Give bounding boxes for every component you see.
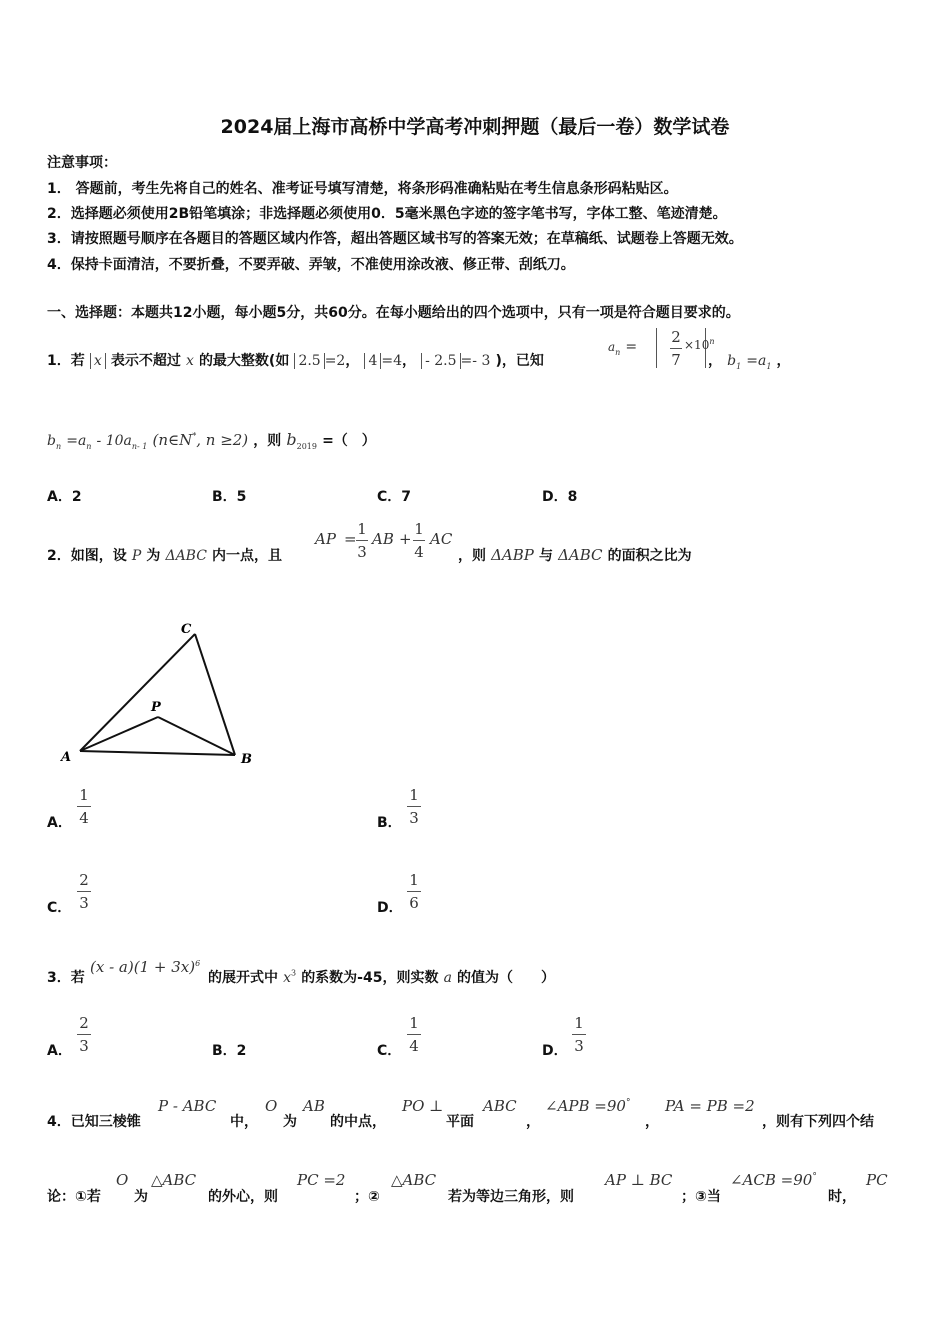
q3-option-c[interactable]: C． — [377, 1043, 402, 1059]
notice-item: 2．选择题必须使用2B铅笔填涂；非选择题必须使用0．5毫米黑色字迹的签字笔书写，字体工整、笔迹清楚。 — [47, 206, 727, 222]
q1-line2: $b_n =a_n - 10a_{n- 1}$ (n∈N*, n ≥2) ，则 $b_{2019}$ =（ ） — [47, 430, 376, 452]
q1-number: 1．若 — [47, 353, 85, 369]
q1-line1: 1．若 x 表示不超过 x 的最大整数(如 2.5 =2， 4 =4， - 2.5 =- 3 )，已知 — [47, 353, 544, 369]
q2-option-c-frac: 2 3 — [77, 871, 91, 912]
q2-vector-ab: AB — [372, 530, 394, 548]
q2-option-a-frac: 1 4 — [77, 786, 91, 827]
notice-item: 3．请按照题号顺序在各题目的答题区域内作答，超出答题区域书写的答案无效；在草稿纸、试题卷上答题无效。 — [47, 231, 743, 247]
q1-option-a[interactable]: A．2 — [47, 489, 82, 505]
label-p: P — [151, 700, 161, 715]
q1-option-b[interactable]: B．5 — [212, 489, 247, 505]
q3-option-b[interactable]: B．2 — [212, 1043, 247, 1059]
segment-ap — [80, 717, 158, 751]
q3-option-a[interactable]: A． — [47, 1043, 72, 1059]
q3-expression: $(x - a)(1 + 3x)^6$ — [90, 958, 201, 976]
q1-power: $\times 10^n$ — [684, 337, 715, 352]
q2-vector-ac: AC — [430, 530, 453, 548]
triangle-edge-cb — [195, 634, 235, 755]
q2-option-d-frac: 1 6 — [407, 871, 421, 912]
notice-item: 1． 答题前，考生先将自己的姓名、准考证号填写清楚，将条形码准确粘贴在考生信息条形码粘贴区。 — [47, 181, 678, 197]
q1-option-d[interactable]: D．8 — [542, 489, 578, 505]
label-a: A — [61, 750, 72, 765]
q2-option-b-frac: 1 3 — [407, 786, 421, 827]
label-c: C — [181, 622, 192, 637]
q2-option-b[interactable]: B． — [377, 815, 402, 831]
label-b: B — [241, 752, 252, 767]
q1-option-c[interactable]: C．7 — [377, 489, 412, 505]
q1-fraction: 2 7 — [671, 328, 681, 369]
triangle-edge-ac — [80, 634, 195, 751]
notice-item: 4．保持卡面清洁，不要折叠，不要弄破、弄皱，不准使用涂改液、修正带、刮纸刀。 — [47, 257, 575, 273]
section-heading: 一、选择题：本题共12小题，每小题5分，共60分。在每小题给出的四个选项中，只有一项是符合题目要求的。 — [47, 305, 740, 321]
q3-option-d-frac: 1 3 — [572, 1014, 586, 1055]
q3-option-d[interactable]: D． — [542, 1043, 568, 1059]
triangle-edge-ab — [80, 751, 235, 755]
q3-line-rest: 的展开式中 $x^3$ 的系数为-45，则实数 a 的值为（ ） — [208, 968, 556, 986]
q3-option-a-frac: 2 3 — [77, 1014, 91, 1055]
q2-line1-right: ，则 ΔABP 与 ΔABC 的面积之比为 — [458, 546, 692, 564]
q2-frac1: 1 3 — [357, 520, 367, 561]
page-title: 2024届上海市高桥中学高考冲刺押题（最后一卷）数学试卷 — [220, 116, 730, 138]
q3-number: 3．若 — [47, 970, 85, 986]
q2-line1-left: 2．如图，设 P 为 ΔABC 内一点，且 — [47, 548, 283, 564]
q2-option-a[interactable]: A． — [47, 815, 72, 831]
q2-vector-ap: AP — [315, 530, 336, 548]
notice-heading: 注意事项： — [47, 155, 117, 171]
q1-an-formula: $a_n$ = — [608, 339, 638, 358]
q2-triangle-figure — [55, 615, 265, 775]
q3-line — [47, 967, 85, 987]
q2-option-d[interactable]: D． — [377, 900, 403, 916]
q2-option-c[interactable]: C． — [47, 900, 72, 916]
q3-option-c-frac: 1 4 — [407, 1014, 421, 1055]
q1-b1: ， $b_1 =a_1$ ， — [708, 353, 791, 372]
q4-number: 4．已知三棱锥 — [47, 1114, 141, 1130]
q2-frac2: 1 4 — [414, 520, 424, 561]
q2-number: 2．如图，设 — [47, 548, 127, 564]
